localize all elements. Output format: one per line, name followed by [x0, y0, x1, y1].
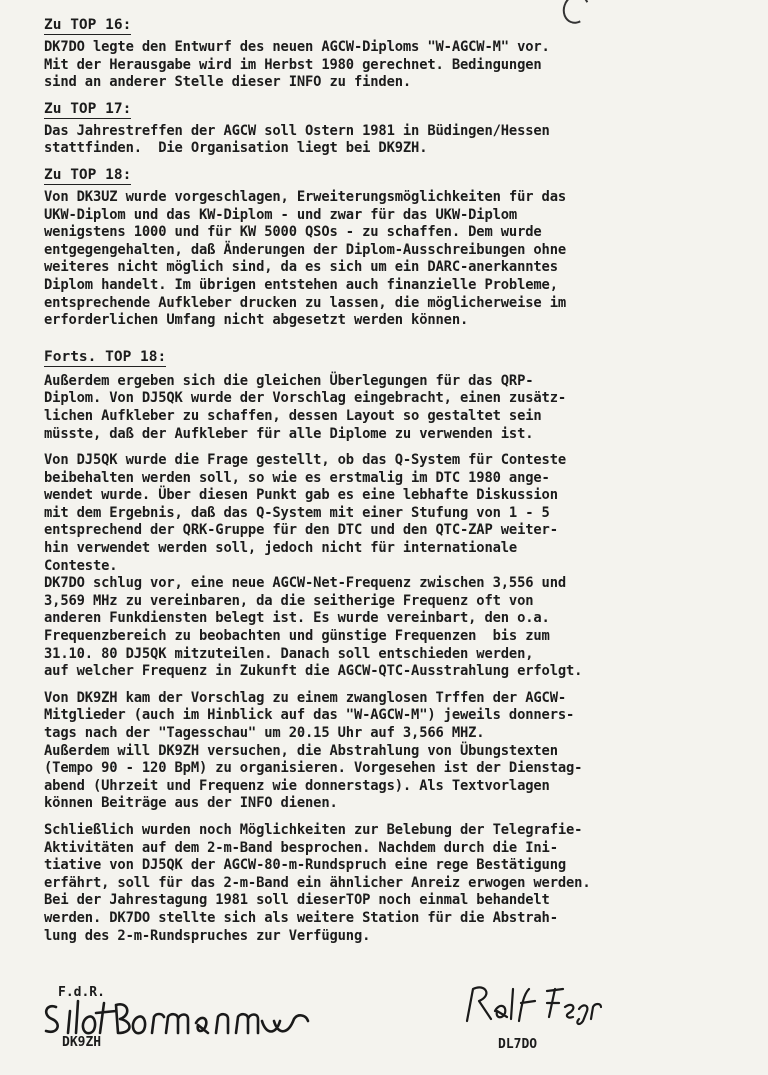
section-paragraph: Von DK9ZH kam der Vorschlag zu einem zwanglosen Trffen der AGCW- Mitglieder (auch im Hinblick auf das "W-AGCW-M") jeweils donners- tags nach der "Tagesschau" um 20.15 Uhr auf 3,566 MHZ. Außerdem will DK9ZH versuchen, die Abstrahlung von Übungstexten (Tempo 90 - 120 BpM) zu organisieren. Vorgesehen ist der Dienstag- abend (Uhrzeit und Frequenz wie donnerstags). Als Textvorlagen können Beiträge aus der INFO dienen. [44, 689, 583, 812]
section-top-16 [44, 14, 724, 92]
signature-block [0, 975, 768, 1075]
section-paragraph: Von DJ5QK wurde die Frage gestellt, ob das Q-System für Conteste beibehalten werden soll, so wie es erstmalig im DTC 1980 ange- wendet wurde. Über diesen Punkt gab es eine lebhafte Diskussion mit dem Ergebnis, daß das Q-System mit einer Stufung von 1 - 5 entsprechend der QRK-Gruppe für den DTC und den QTC-ZAP weiter- hin verwendet werden soll, jedoch nicht für internationale Conteste. DK7DO schlug vor, eine neue AGCW-Net-Frequenz zwischen 3,556 und 3,569 MHz zu vereinbaren, da die seitherige Frequenz oft von anderen Funkdiensten belegt ist. Es wurde vereinbart, den o.a. Frequenzbereich zu beobachten und günstige Frequenzen bis zum 31.10. 80 DJ5QK mitzuteilen. Danach soll entschieden werden, auf welcher Frequenz in Zukunft die AGCW-QTC-Ausstrahlung erfolgt. [44, 452, 583, 680]
right-handwritten-signature [455, 981, 605, 1031]
section-top-17 [44, 98, 724, 158]
left-callsign: DK9ZH [62, 1035, 102, 1050]
section-heading: Zu TOP 16: [44, 17, 132, 33]
section-heading: Zu TOP 17: [44, 100, 132, 117]
document-body [44, 14, 724, 951]
section-paragraph: Außerdem ergeben sich die gleichen Überlegungen für das QRP- Diplom. Von DJ5QK wurde der Vorschlag eingebracht, einen zusätz- lichen Aufkleber zu schaffen, dessen Layout so gestaltet sein müsste, daß der Aufkleber für alle Diplome zu verwenden ist. [44, 372, 567, 442]
section-paragraph: Von DK3UZ wurde vorgeschlagen, Erweiterungsmöglichkeiten für das UKW-Diplom und das KW-Diplom - und zwar für das UKW-Diplom wenigstens 1000 und für KW 5000 QSOs - zu schaffen. Dem wurde entgegengehalten, daß Änderungen der Diplom-Ausschreibungen ohne weiteres nicht möglich sind, da es sich um ein DARC-anerkanntes Diplom handelt. Im übrigen entstehen auch finanzielle Probleme, entsprechende Aufkleber drucken zu lassen, die möglicherweise im erforderlichen Umfang nicht abgesetzt werden können. [44, 188, 567, 329]
section-paragraph: Das Jahrestreffen der AGCW soll Ostern 1981 in Büdingen/Hessen stattfinden. Die Organisation liegt bei DK9ZH. [44, 122, 550, 157]
section-paragraph: Schließlich wurden noch Möglichkeiten zur Belebung der Telegrafie- Aktivitäten auf dem 2-m-Band besprochen. Nachdem durch die Ini- tiative von DJ5QK der AGCW-80-m-Rundspruch eine rege Bestätigung erfährt, soll für das 2-m-Band ein ähnlicher Anreiz erwogen werden. Bei der Jahrestagung 1981 soll dieserTOP noch einmal behandelt werden. DK7DO stellte sich als weitere Station für die Abstrah- lung des 2-m-Rundspruches zur Verfügung. [44, 821, 591, 944]
section-paragraph: DK7DO legte den Entwurf des neuen AGCW-Diploms "W-AGCW-M" vor. Mit der Herausgabe wird im Herbst 1980 gerechnet. Bedingungen sind an anderer Stelle dieser INFO zu finden. [44, 39, 550, 91]
section-heading: Zu TOP 18: [44, 166, 132, 183]
section-forts-top-18 [44, 346, 724, 945]
fdr-label: F.d.R. [58, 985, 105, 1000]
section-heading: Forts. TOP 18: [44, 348, 167, 365]
right-callsign: DL7DO [498, 1037, 538, 1052]
section-top-18 [44, 164, 724, 330]
